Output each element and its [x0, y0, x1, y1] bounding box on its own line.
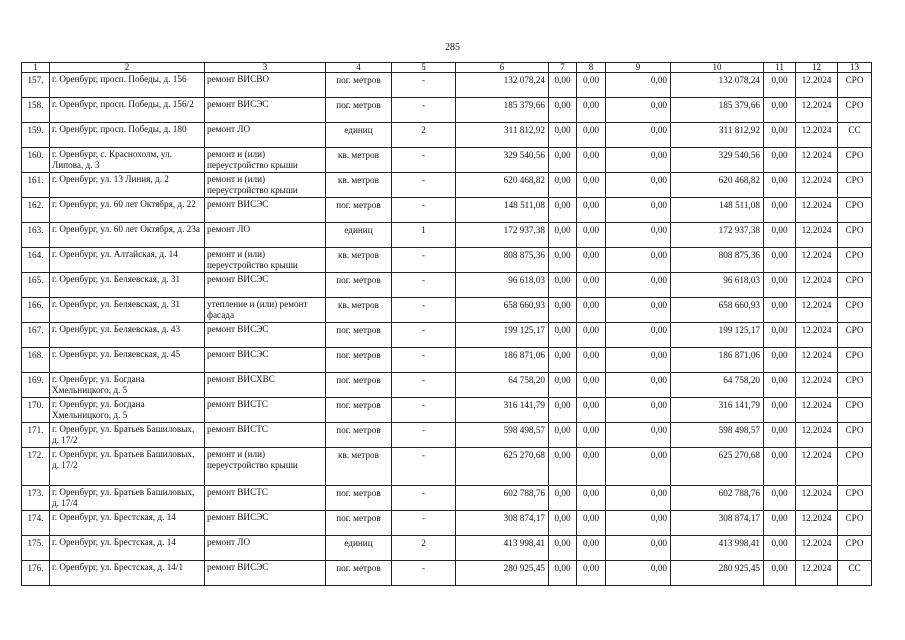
fund-cost-cell: 625 270,68: [671, 448, 764, 486]
method-cell: СС: [838, 561, 872, 586]
method-cell: СРО: [838, 223, 872, 248]
cost-cell: 0,00: [606, 148, 671, 173]
work-type-cell: ремонт ВИСВО: [205, 73, 326, 98]
work-type-cell: ремонт ВИСХВС: [205, 373, 326, 398]
fund-cost-cell: 658 660,93: [671, 298, 764, 323]
cost-cell: 0,00: [549, 173, 577, 198]
row-number: 162.: [22, 198, 50, 223]
work-type-cell: ремонт ВИСЭС: [205, 98, 326, 123]
cost-cell: 0,00: [577, 423, 606, 448]
cost-cell: 0,00: [549, 198, 577, 223]
cost-cell: 0,00: [606, 373, 671, 398]
work-type-cell: ремонт и (или) переустройство крыши: [205, 248, 326, 273]
cost-cell: 0,00: [764, 323, 796, 348]
address-cell: г. Оренбург, с. Краснохолм, ул. Липова, д. 3: [50, 148, 205, 173]
row-number: 174.: [22, 511, 50, 536]
table-row: [22, 73, 872, 98]
fund-cost-cell: 64 758,20: [671, 373, 764, 398]
fund-cost-cell: 199 125,17: [671, 323, 764, 348]
completion-date-cell: 12.2024: [796, 148, 838, 173]
total-cost-cell: 625 270,68: [456, 448, 549, 486]
row-number: 171.: [22, 423, 50, 448]
cost-cell: 0,00: [549, 323, 577, 348]
cost-cell: 0,00: [764, 536, 796, 561]
method-cell: СРО: [838, 398, 872, 423]
table-row: [22, 561, 872, 586]
unit-cell: кв. метров: [326, 248, 392, 273]
address-cell: г. Оренбург, просп. Победы, д. 156: [50, 73, 205, 98]
completion-date-cell: 12.2024: [796, 561, 838, 586]
column-number: 13: [838, 63, 872, 73]
quantity-cell: -: [392, 198, 456, 223]
cost-cell: 0,00: [606, 398, 671, 423]
table-row: [22, 273, 872, 298]
fund-cost-cell: 308 874,17: [671, 511, 764, 536]
row-number: 176.: [22, 561, 50, 586]
completion-date-cell: 12.2024: [796, 98, 838, 123]
cost-cell: 0,00: [577, 298, 606, 323]
cost-cell: 0,00: [577, 173, 606, 198]
table-row: [22, 486, 872, 511]
row-number: 169.: [22, 373, 50, 398]
row-number: 160.: [22, 148, 50, 173]
address-cell: г. Оренбург, ул. Брестская, д. 14: [50, 536, 205, 561]
unit-cell: единиц: [326, 223, 392, 248]
method-cell: СРО: [838, 273, 872, 298]
column-number: 10: [671, 63, 764, 73]
column-number: 4: [326, 63, 392, 73]
cost-cell: 0,00: [606, 123, 671, 148]
quantity-cell: -: [392, 398, 456, 423]
total-cost-cell: 186 871,06: [456, 348, 549, 373]
total-cost-cell: 64 758,20: [456, 373, 549, 398]
total-cost-cell: 620 468,82: [456, 173, 549, 198]
cost-cell: 0,00: [577, 223, 606, 248]
cost-cell: 0,00: [549, 98, 577, 123]
fund-cost-cell: 620 468,82: [671, 173, 764, 198]
cost-cell: 0,00: [577, 248, 606, 273]
unit-cell: пог. метров: [326, 323, 392, 348]
fund-cost-cell: 598 498,57: [671, 423, 764, 448]
cost-cell: 0,00: [606, 423, 671, 448]
method-cell: СРО: [838, 248, 872, 273]
completion-date-cell: 12.2024: [796, 373, 838, 398]
unit-cell: кв. метров: [326, 173, 392, 198]
quantity-cell: -: [392, 248, 456, 273]
address-cell: г. Оренбург, ул. 60 лет Октября, д. 22: [50, 198, 205, 223]
cost-cell: 0,00: [764, 373, 796, 398]
row-number: 166.: [22, 298, 50, 323]
work-type-cell: ремонт и (или) переустройство крыши: [205, 148, 326, 173]
cost-cell: 0,00: [577, 398, 606, 423]
cost-cell: 0,00: [577, 323, 606, 348]
work-type-cell: ремонт ВИСЭС: [205, 323, 326, 348]
fund-cost-cell: 329 540,56: [671, 148, 764, 173]
total-cost-cell: 598 498,57: [456, 423, 549, 448]
completion-date-cell: 12.2024: [796, 248, 838, 273]
cost-cell: 0,00: [606, 98, 671, 123]
cost-cell: 0,00: [577, 486, 606, 511]
completion-date-cell: 12.2024: [796, 73, 838, 98]
unit-cell: кв. метров: [326, 448, 392, 486]
table-row: [22, 248, 872, 273]
unit-cell: единиц: [326, 123, 392, 148]
total-cost-cell: 148 511,08: [456, 198, 549, 223]
cost-cell: 0,00: [606, 273, 671, 298]
completion-date-cell: 12.2024: [796, 223, 838, 248]
cost-cell: 0,00: [549, 273, 577, 298]
cost-cell: 0,00: [577, 123, 606, 148]
method-cell: СРО: [838, 511, 872, 536]
table-row: [22, 98, 872, 123]
total-cost-cell: 808 875,36: [456, 248, 549, 273]
unit-cell: пог. метров: [326, 348, 392, 373]
work-type-cell: ремонт ВИСЭС: [205, 273, 326, 298]
cost-cell: 0,00: [577, 373, 606, 398]
cost-cell: 0,00: [549, 448, 577, 486]
cost-cell: 0,00: [764, 398, 796, 423]
row-number: 165.: [22, 273, 50, 298]
cost-cell: 0,00: [549, 248, 577, 273]
method-cell: СРО: [838, 148, 872, 173]
quantity-cell: -: [392, 273, 456, 298]
fund-cost-cell: 602 788,76: [671, 486, 764, 511]
cost-cell: 0,00: [549, 223, 577, 248]
method-cell: СРО: [838, 198, 872, 223]
cost-cell: 0,00: [764, 561, 796, 586]
row-number: 164.: [22, 248, 50, 273]
table-row: [22, 536, 872, 561]
address-cell: г. Оренбург, ул. Беляевская, д. 31: [50, 273, 205, 298]
cost-cell: 0,00: [764, 511, 796, 536]
completion-date-cell: 12.2024: [796, 173, 838, 198]
completion-date-cell: 12.2024: [796, 123, 838, 148]
unit-cell: пог. метров: [326, 373, 392, 398]
cost-cell: 0,00: [606, 536, 671, 561]
method-cell: СРО: [838, 373, 872, 398]
table-row: [22, 198, 872, 223]
work-type-cell: ремонт ВИСТС: [205, 398, 326, 423]
total-cost-cell: 413 998,41: [456, 536, 549, 561]
completion-date-cell: 12.2024: [796, 298, 838, 323]
row-number: 157.: [22, 73, 50, 98]
total-cost-cell: 172 937,38: [456, 223, 549, 248]
row-number: 167.: [22, 323, 50, 348]
unit-cell: пог. метров: [326, 198, 392, 223]
work-type-cell: ремонт ВИСЭС: [205, 511, 326, 536]
quantity-cell: -: [392, 511, 456, 536]
quantity-cell: -: [392, 486, 456, 511]
total-cost-cell: 316 141,79: [456, 398, 549, 423]
method-cell: СРО: [838, 423, 872, 448]
column-number: 2: [50, 63, 205, 73]
address-cell: г. Оренбург, ул. Беляевская, д. 31: [50, 298, 205, 323]
quantity-cell: -: [392, 323, 456, 348]
completion-date-cell: 12.2024: [796, 511, 838, 536]
quantity-cell: -: [392, 148, 456, 173]
quantity-cell: -: [392, 73, 456, 98]
cost-cell: 0,00: [606, 486, 671, 511]
cost-cell: 0,00: [549, 373, 577, 398]
table-row: [22, 298, 872, 323]
cost-cell: 0,00: [764, 273, 796, 298]
cost-cell: 0,00: [549, 398, 577, 423]
fund-cost-cell: 132 078,24: [671, 73, 764, 98]
table-row: [22, 398, 872, 423]
quantity-cell: -: [392, 98, 456, 123]
cost-cell: 0,00: [606, 323, 671, 348]
method-cell: СРО: [838, 323, 872, 348]
unit-cell: пог. метров: [326, 73, 392, 98]
cost-cell: 0,00: [577, 273, 606, 298]
unit-cell: пог. метров: [326, 273, 392, 298]
cost-cell: 0,00: [577, 98, 606, 123]
column-number: 1: [22, 63, 50, 73]
row-number: 168.: [22, 348, 50, 373]
completion-date-cell: 12.2024: [796, 323, 838, 348]
row-number: 159.: [22, 123, 50, 148]
cost-cell: 0,00: [577, 536, 606, 561]
address-cell: г. Оренбург, ул. Братьев Башиловых, д. 17/4: [50, 486, 205, 511]
table-row: [22, 373, 872, 398]
row-number: 161.: [22, 173, 50, 198]
unit-cell: единиц: [326, 536, 392, 561]
work-type-cell: ремонт ВИСЭС: [205, 561, 326, 586]
cost-cell: 0,00: [577, 348, 606, 373]
total-cost-cell: 132 078,24: [456, 73, 549, 98]
cost-cell: 0,00: [606, 223, 671, 248]
cost-cell: 0,00: [549, 73, 577, 98]
cost-cell: 0,00: [606, 298, 671, 323]
cost-cell: 0,00: [577, 448, 606, 486]
quantity-cell: 2: [392, 536, 456, 561]
completion-date-cell: 12.2024: [796, 423, 838, 448]
method-cell: СРО: [838, 486, 872, 511]
cost-cell: 0,00: [606, 348, 671, 373]
method-cell: СРО: [838, 73, 872, 98]
cost-cell: 0,00: [606, 511, 671, 536]
unit-cell: пог. метров: [326, 398, 392, 423]
quantity-cell: -: [392, 561, 456, 586]
address-cell: г. Оренбург, ул. Брестская, д. 14: [50, 511, 205, 536]
cost-cell: 0,00: [764, 173, 796, 198]
table-row: [22, 323, 872, 348]
cost-cell: 0,00: [549, 123, 577, 148]
cost-cell: 0,00: [606, 561, 671, 586]
quantity-cell: 1: [392, 223, 456, 248]
row-number: 173.: [22, 486, 50, 511]
total-cost-cell: 311 812,92: [456, 123, 549, 148]
cost-cell: 0,00: [606, 198, 671, 223]
fund-cost-cell: 808 875,36: [671, 248, 764, 273]
cost-cell: 0,00: [549, 536, 577, 561]
address-cell: г. Оренбург, ул. Беляевская, д. 43: [50, 323, 205, 348]
fund-cost-cell: 96 618,03: [671, 273, 764, 298]
cost-cell: 0,00: [764, 248, 796, 273]
address-cell: г. Оренбург, ул. Алтайская, д. 14: [50, 248, 205, 273]
cost-cell: 0,00: [577, 73, 606, 98]
cost-cell: 0,00: [577, 511, 606, 536]
table-row: [22, 423, 872, 448]
address-cell: г. Оренбург, ул. Братьев Башиловых, д. 17/2: [50, 448, 205, 486]
unit-cell: пог. метров: [326, 561, 392, 586]
cost-cell: 0,00: [764, 73, 796, 98]
work-type-cell: ремонт ВИСЭС: [205, 198, 326, 223]
total-cost-cell: 185 379,66: [456, 98, 549, 123]
cost-cell: 0,00: [606, 173, 671, 198]
cost-cell: 0,00: [549, 348, 577, 373]
completion-date-cell: 12.2024: [796, 448, 838, 486]
column-number: 7: [549, 63, 577, 73]
total-cost-cell: 602 788,76: [456, 486, 549, 511]
cost-cell: 0,00: [764, 148, 796, 173]
cost-cell: 0,00: [606, 73, 671, 98]
cost-cell: 0,00: [764, 223, 796, 248]
fund-cost-cell: 311 812,92: [671, 123, 764, 148]
work-type-cell: ремонт и (или) переустройство крыши: [205, 448, 326, 486]
unit-cell: пог. метров: [326, 486, 392, 511]
cost-cell: 0,00: [764, 123, 796, 148]
total-cost-cell: 199 125,17: [456, 323, 549, 348]
column-number: 5: [392, 63, 456, 73]
cost-cell: 0,00: [764, 298, 796, 323]
total-cost-cell: 96 618,03: [456, 273, 549, 298]
cost-cell: 0,00: [549, 486, 577, 511]
fund-cost-cell: 316 141,79: [671, 398, 764, 423]
work-type-cell: ремонт ВИСТС: [205, 423, 326, 448]
column-number: 3: [205, 63, 326, 73]
quantity-cell: 2: [392, 123, 456, 148]
cost-cell: 0,00: [577, 561, 606, 586]
page-number: 285: [445, 42, 460, 53]
fund-cost-cell: 185 379,66: [671, 98, 764, 123]
address-cell: г. Оренбург, ул. Беляевская, д. 45: [50, 348, 205, 373]
column-number: 12: [796, 63, 838, 73]
column-number-header: [22, 63, 872, 73]
completion-date-cell: 12.2024: [796, 348, 838, 373]
row-number: 158.: [22, 98, 50, 123]
table-row: [22, 148, 872, 173]
cost-cell: 0,00: [577, 148, 606, 173]
method-cell: СРО: [838, 98, 872, 123]
completion-date-cell: 12.2024: [796, 198, 838, 223]
work-type-cell: ремонт ВИСЭС: [205, 348, 326, 373]
quantity-cell: -: [392, 173, 456, 198]
total-cost-cell: 329 540,56: [456, 148, 549, 173]
cost-cell: 0,00: [549, 511, 577, 536]
address-cell: г. Оренбург, ул. Братьев Башиловых, д. 17/2: [50, 423, 205, 448]
table-row: [22, 223, 872, 248]
unit-cell: пог. метров: [326, 98, 392, 123]
work-type-cell: утепление и (или) ремонт фасада: [205, 298, 326, 323]
table-body: [22, 73, 872, 586]
address-cell: г. Оренбург, ул. Богдана Хмельницкого, д. 5: [50, 373, 205, 398]
address-cell: г. Оренбург, ул. Брестская, д. 14/1: [50, 561, 205, 586]
fund-cost-cell: 280 925,45: [671, 561, 764, 586]
fund-cost-cell: 172 937,38: [671, 223, 764, 248]
work-type-cell: ремонт и (или) переустройство крыши: [205, 173, 326, 198]
unit-cell: пог. метров: [326, 423, 392, 448]
unit-cell: кв. метров: [326, 298, 392, 323]
cost-cell: 0,00: [549, 148, 577, 173]
cost-cell: 0,00: [764, 448, 796, 486]
table-row: [22, 348, 872, 373]
cost-cell: 0,00: [764, 198, 796, 223]
address-cell: г. Оренбург, ул. Богдана Хмельницкого, д. 5: [50, 398, 205, 423]
cost-cell: 0,00: [606, 248, 671, 273]
completion-date-cell: 12.2024: [796, 273, 838, 298]
unit-cell: пог. метров: [326, 511, 392, 536]
table-row: [22, 123, 872, 148]
quantity-cell: -: [392, 298, 456, 323]
table-row: [22, 511, 872, 536]
work-type-cell: ремонт ВИСТС: [205, 486, 326, 511]
address-cell: г. Оренбург, просп. Победы, д. 156/2: [50, 98, 205, 123]
work-type-cell: ремонт ЛО: [205, 536, 326, 561]
cost-cell: 0,00: [764, 98, 796, 123]
method-cell: СРО: [838, 348, 872, 373]
row-number: 172.: [22, 448, 50, 486]
completion-date-cell: 12.2024: [796, 398, 838, 423]
quantity-cell: -: [392, 348, 456, 373]
cost-cell: 0,00: [764, 348, 796, 373]
completion-date-cell: 12.2024: [796, 486, 838, 511]
fund-cost-cell: 148 511,08: [671, 198, 764, 223]
quantity-cell: -: [392, 448, 456, 486]
address-cell: г. Оренбург, просп. Победы, д. 180: [50, 123, 205, 148]
total-cost-cell: 308 874,17: [456, 511, 549, 536]
work-type-cell: ремонт ЛО: [205, 123, 326, 148]
row-number: 175.: [22, 536, 50, 561]
method-cell: СРО: [838, 448, 872, 486]
repair-schedule-table: [21, 62, 872, 586]
total-cost-cell: 658 660,93: [456, 298, 549, 323]
column-number: 11: [764, 63, 796, 73]
work-type-cell: ремонт ЛО: [205, 223, 326, 248]
fund-cost-cell: 413 998,41: [671, 536, 764, 561]
cost-cell: 0,00: [549, 298, 577, 323]
address-cell: г. Оренбург, ул. 60 лет Октября, д. 23а: [50, 223, 205, 248]
total-cost-cell: 280 925,45: [456, 561, 549, 586]
method-cell: СС: [838, 123, 872, 148]
cost-cell: 0,00: [764, 423, 796, 448]
method-cell: СРО: [838, 536, 872, 561]
unit-cell: кв. метров: [326, 148, 392, 173]
column-number: 9: [606, 63, 671, 73]
cost-cell: 0,00: [606, 448, 671, 486]
row-number: 163.: [22, 223, 50, 248]
completion-date-cell: 12.2024: [796, 536, 838, 561]
row-number: 170.: [22, 398, 50, 423]
cost-cell: 0,00: [764, 486, 796, 511]
quantity-cell: -: [392, 423, 456, 448]
cost-cell: 0,00: [577, 198, 606, 223]
table-row: [22, 173, 872, 198]
cost-cell: 0,00: [549, 561, 577, 586]
method-cell: СРО: [838, 173, 872, 198]
column-number: 8: [577, 63, 606, 73]
fund-cost-cell: 186 871,06: [671, 348, 764, 373]
address-cell: г. Оренбург, ул. 13 Линия, д. 2: [50, 173, 205, 198]
method-cell: СРО: [838, 298, 872, 323]
cost-cell: 0,00: [549, 423, 577, 448]
column-number: 6: [456, 63, 549, 73]
quantity-cell: -: [392, 373, 456, 398]
table-row: [22, 448, 872, 486]
